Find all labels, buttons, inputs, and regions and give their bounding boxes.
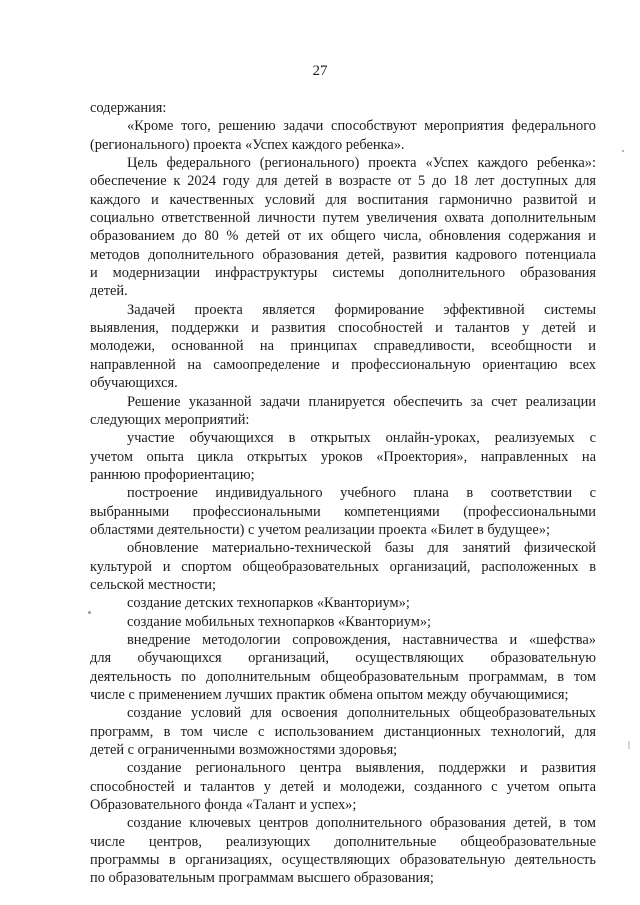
text-line: культурой и спортом общеобразовательных организаций, расположенных в xyxy=(90,558,596,575)
text-line: молодежи, основанной на принципах справедливости, всеобщности и xyxy=(90,338,596,355)
text-line: выбранными профессиональными компетенциями (профессиональными xyxy=(90,503,596,520)
text-line: направленной на самоопределение и профессиональную ориентацию всех xyxy=(90,356,596,373)
text-line: «Кроме того, решению задачи способствуют мероприятия федерального xyxy=(127,118,596,135)
text-line: числе с применением лучших практик обмена опытом между обучающимися; xyxy=(90,687,569,703)
text-line: создание детских технопарков «Кванториум»; xyxy=(127,595,410,612)
text-line: детей. xyxy=(90,283,128,300)
text-line: участие обучающихся в открытых онлайн-уроках, реализуемых с xyxy=(127,430,596,447)
text-line: обновление материально-технической базы для занятий физической xyxy=(127,540,596,557)
text-line: для обучающихся организаций, осуществляющих образовательную xyxy=(90,650,596,667)
scan-speck xyxy=(88,611,91,614)
text-line: выявления, поддержки и развития способностей и талантов у детей и xyxy=(90,320,596,337)
text-line: учетом опыта цикла открытых уроков «Проектория», направленных на xyxy=(90,448,596,465)
text-line: программы в организациях, осуществляющих образовательную деятельность xyxy=(90,852,596,869)
text-line: методов дополнительного образования детей, развития кадрового потенциала xyxy=(90,246,596,263)
scan-edge-mark xyxy=(628,741,630,749)
text-line: образованием до 80 % детей от их общего числа, обновления содержания и xyxy=(90,228,596,245)
text-line: обучающихся. xyxy=(90,375,178,392)
text-line: социально ответственной личности путем увеличения охвата дополнительным xyxy=(90,210,596,227)
text-line: деятельность по дополнительным общеобразовательным программам, в том xyxy=(90,668,596,685)
text-line: числе центров, реализующих дополнительные общеобразовательные xyxy=(90,833,596,850)
text-line: (регионального) проекта «Успех каждого ребенка». xyxy=(90,136,405,153)
text-line: создание условий для освоения дополнительных общеобразовательных xyxy=(127,705,596,722)
text-line: создание регионального центра выявления, поддержки и развития xyxy=(127,760,596,777)
text-line: способностей и талантов у детей и молодежи, созданного с учетом опыта xyxy=(90,778,596,795)
text-line: раннюю профориентацию; xyxy=(90,466,255,483)
text-line: следующих мероприятий: xyxy=(90,411,250,428)
text-line: содержания: xyxy=(90,100,167,116)
scan-speck xyxy=(622,150,624,152)
text-line: и модернизации инфраструктуры системы дополнительного образования xyxy=(90,265,596,282)
text-line: Цель федерального (регионального) проекта «Успех каждого ребенка»: xyxy=(127,155,596,172)
text-line: сельской местности; xyxy=(90,576,216,593)
text-line: каждого и качественных условий для воспитания гармонично развитой и xyxy=(90,191,596,208)
text-line: создание мобильных технопарков «Кванториум»; xyxy=(127,613,432,630)
text-line: программ, в том числе с использованием дистанционных технологий, для xyxy=(90,723,596,740)
text-line: Образовательного фонда «Талант и успех»; xyxy=(90,797,357,814)
text-line: Задачей проекта является формирование эффективной системы xyxy=(127,301,596,318)
body-text xyxy=(90,99,596,888)
page-number: 27 xyxy=(312,63,328,79)
text-line: Решение указанной задачи планируется обеспечить за счет реализации xyxy=(127,393,596,410)
text-line: детей с ограниченными возможностями здоровья; xyxy=(90,742,398,759)
text-line: по образовательным программам высшего образования; xyxy=(90,870,434,887)
text-line: создание ключевых центров дополнительного образования детей, в том xyxy=(127,815,596,832)
text-line: внедрение методологии сопровождения, наставничества и «шефства» xyxy=(127,631,596,648)
text-line: обеспечение к 2024 году для детей в возрасте от 5 до 18 лет доступных для xyxy=(90,173,596,190)
text-line: областями деятельности) с учетом реализации проекта «Билет в будущее»; xyxy=(90,521,551,538)
text-line: построение индивидуального учебного плана в соответствии с xyxy=(127,485,596,502)
